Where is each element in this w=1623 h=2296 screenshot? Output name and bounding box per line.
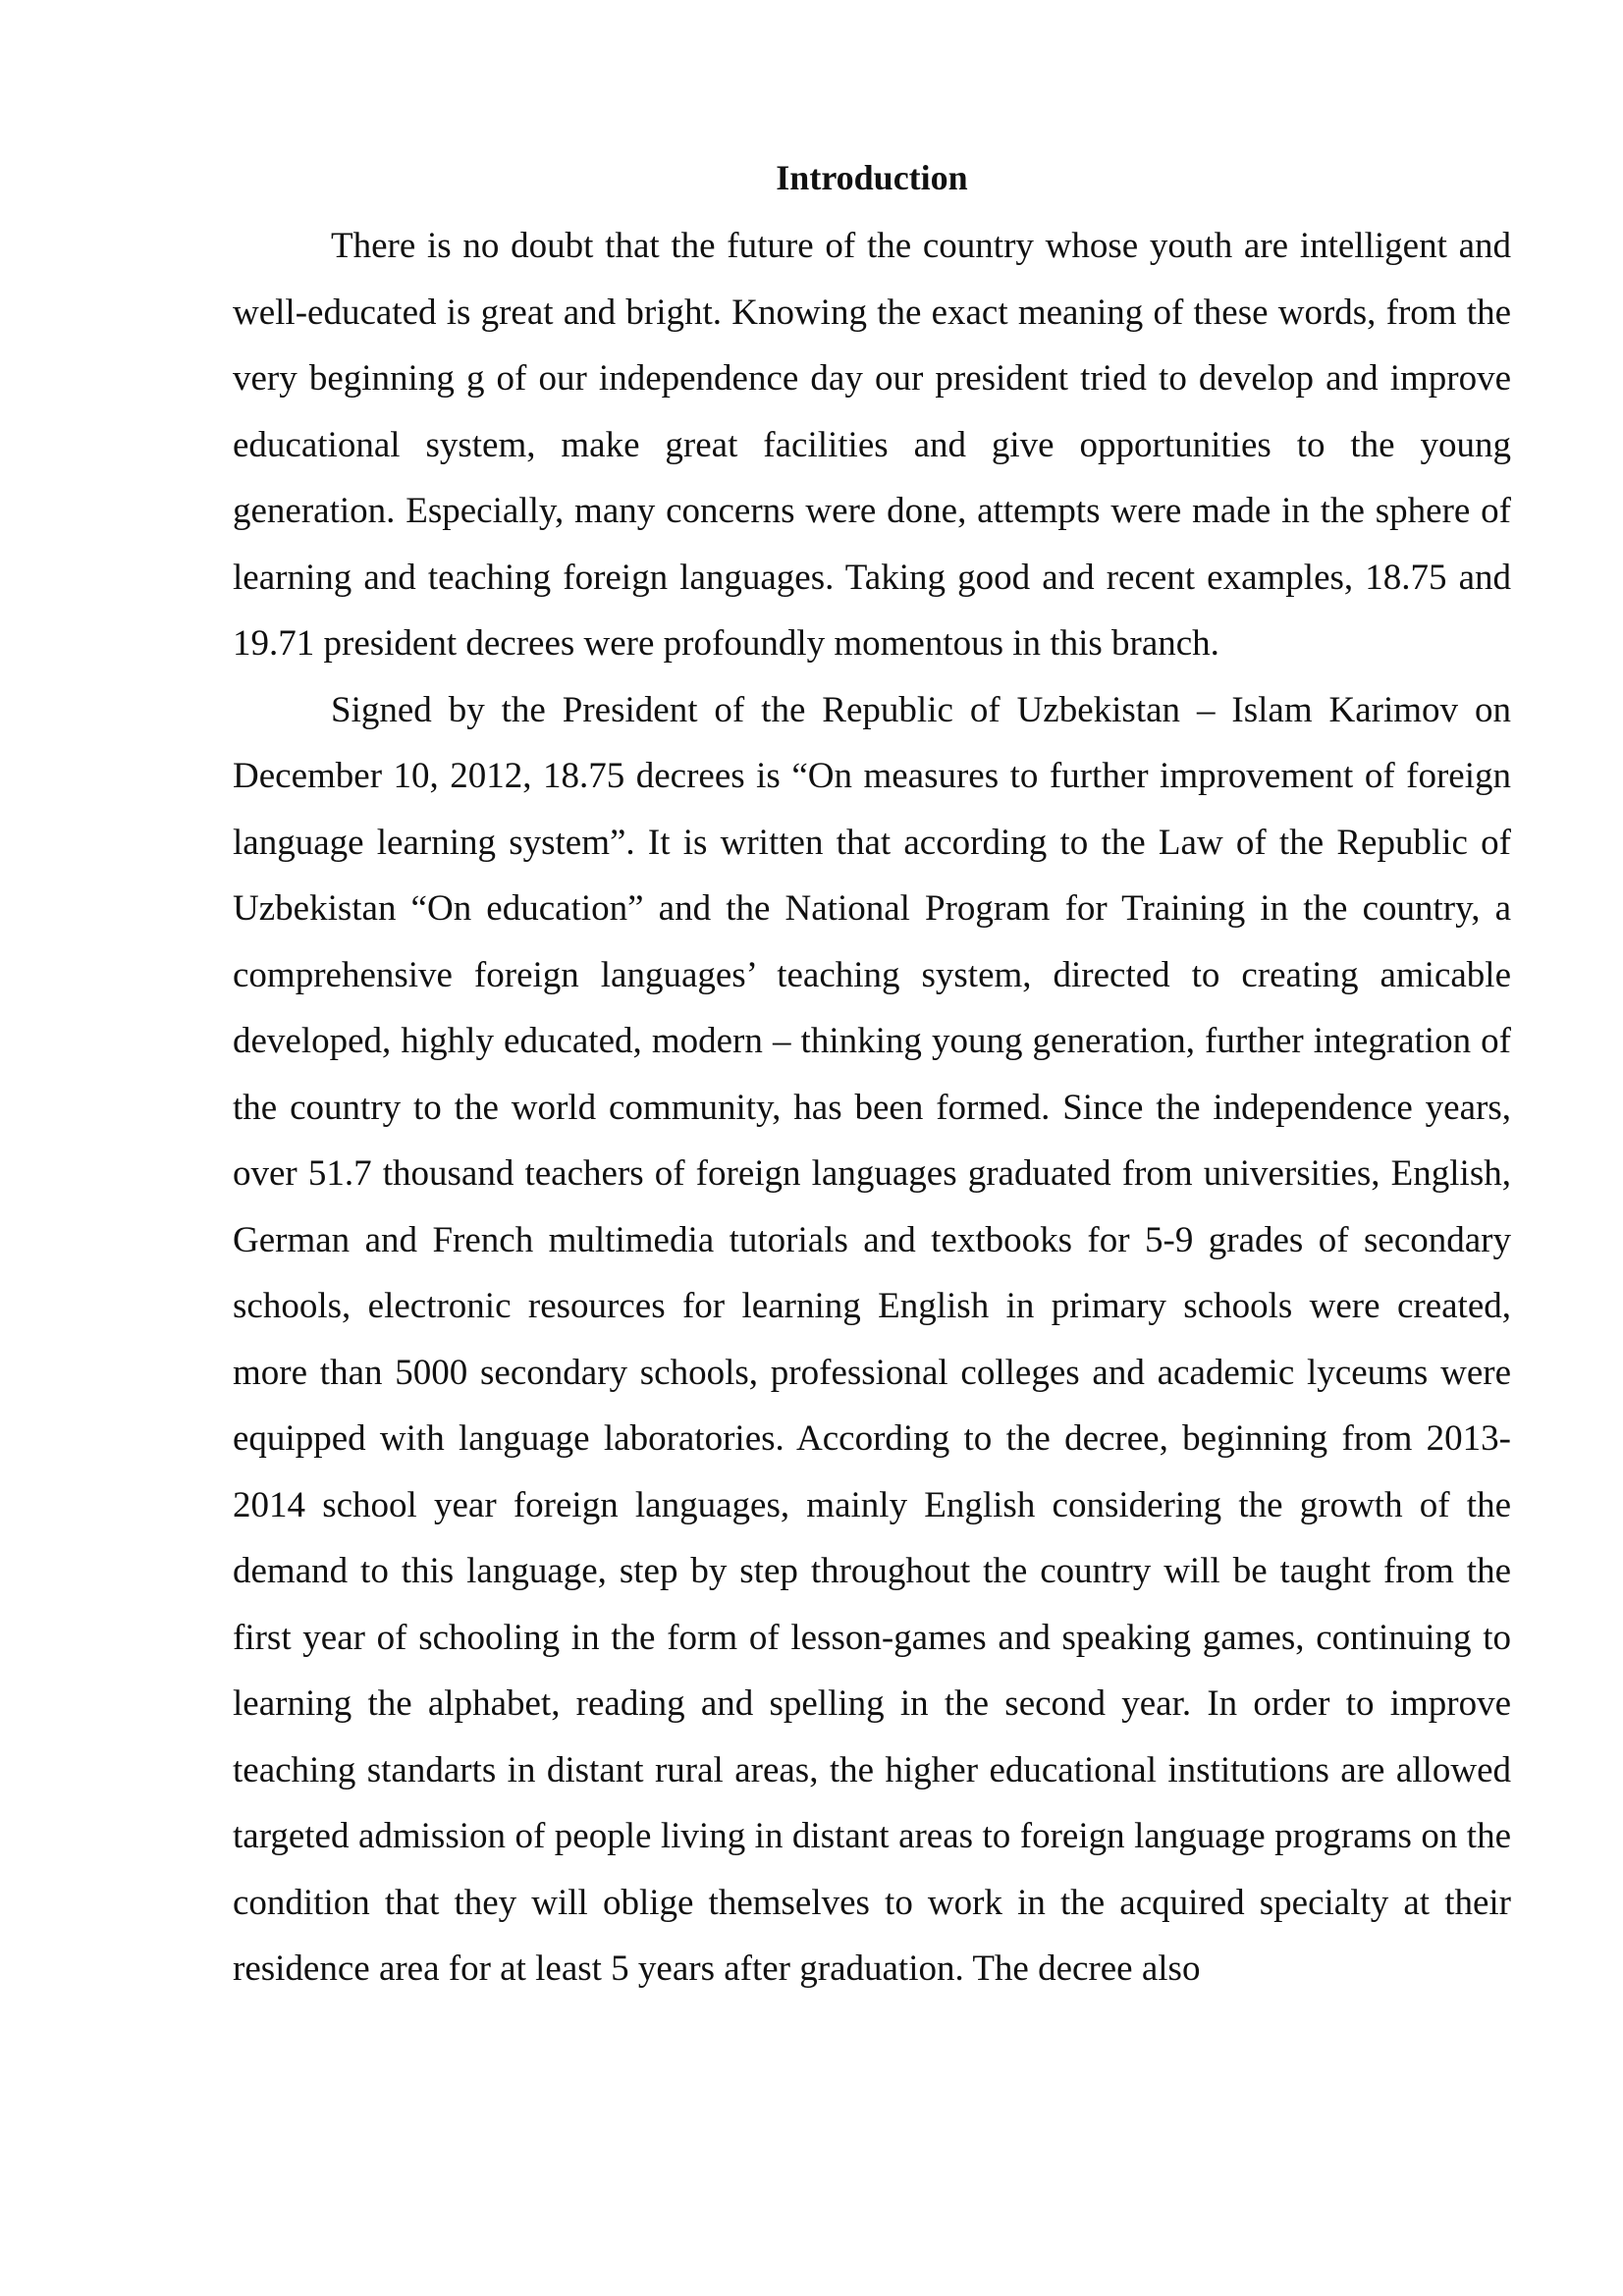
page-content: [233, 152, 1511, 2002]
page-title: Introduction: [776, 158, 968, 197]
paragraph-1: There is no doubt that the future of the country whose youth are intelligent and well-educated is great and bright. Knowing the exact meaning of these words, from the very beginning g of our independence day our president tried to develop and improve educational system, make great facilities and give opportunities to the young generation. Especially, many concerns were done, attempts were made in the sphere of learning and teaching foreign languages. Taking good and recent examples, 18.75 and 19.71 president decrees were profoundly momentous in this branch.: [233, 226, 1511, 664]
paragraph-2: Signed by the President of the Republic of Uzbekistan – Islam Karimov on December 10, 2012, 18.75 decrees is “On measures to further improvement of foreign language learning system”. It is written that according to the Law of the Republic of Uzbekistan “On education” and the National Program for Training in the country, a comprehensive foreign languages’ teaching system, directed to creating amicable developed, highly educated, modern – thinking young generation, further integration of the country to the world community, has been formed. Since the independence years, over 51.7 thousand teachers of foreign languages graduated from universities, English, German and French multimedia tutorials and textbooks for 5-9 grades of secondary schools, electronic resources for learning English in primary schools were created, more than 5000 secondary schools, professional colleges and academic lyceums were equipped with language laboratories. According to the decree, beginning from 2013-2014 school year foreign languages, mainly English considering the growth of the demand to this language, step by step throughout the country will be taught from the first year of schooling in the form of lesson-games and speaking games, continuing to learning the alphabet, reading and spelling in the second year. In order to improve teaching standarts in distant rural areas, the higher educational institutions are allowed targeted admission of people living in distant areas to foreign language programs on the condition that they will oblige themselves to work in the acquired specialty at their residence area for at least 5 years after graduation. The decree also: [233, 689, 1511, 1989]
